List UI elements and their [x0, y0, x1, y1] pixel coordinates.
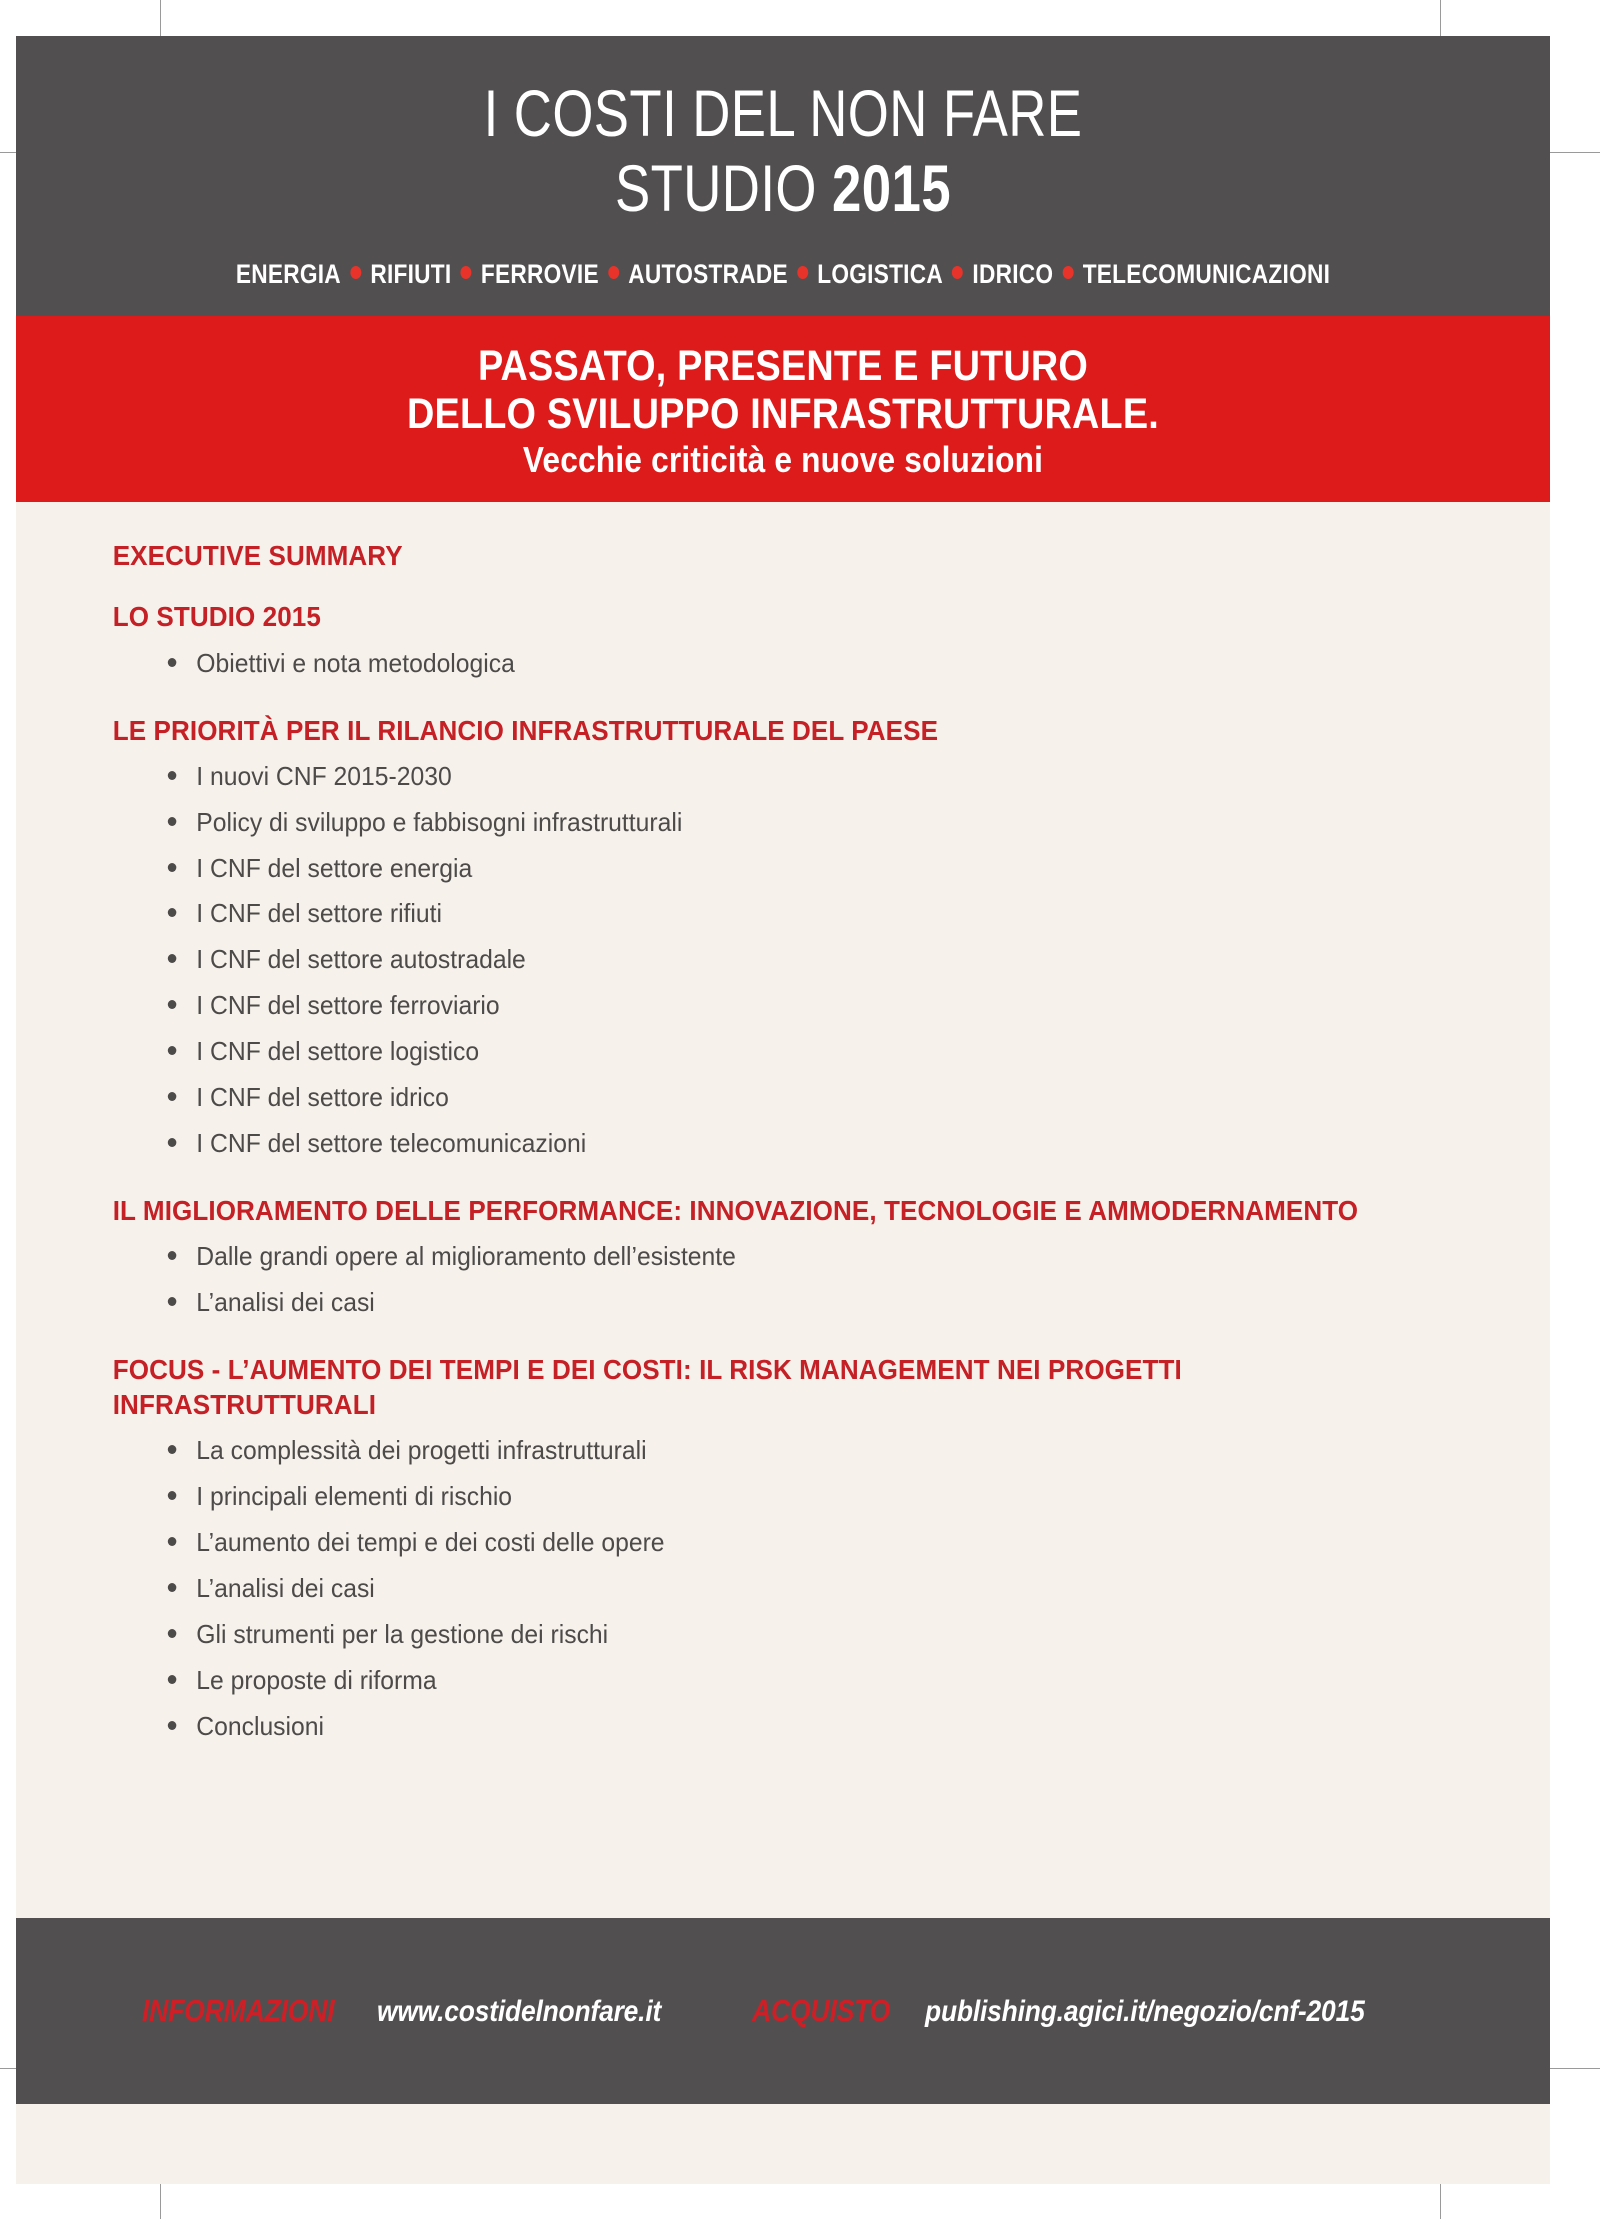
poster-footer	[16, 1918, 1550, 2104]
contents-section	[16, 538, 1550, 573]
list-item-label: I CNF del settore logistico	[196, 1036, 480, 1067]
bullet-icon	[168, 1491, 177, 1500]
sector-separator-dot-icon	[1063, 266, 1074, 279]
sector-separator-dot-icon	[952, 266, 963, 279]
bullet-icon	[168, 908, 177, 917]
list-item	[164, 1075, 1481, 1121]
sector-label: ENERGIA	[235, 258, 341, 289]
footer-buy-group[interactable]	[752, 1993, 1424, 2029]
list-item-label: I CNF del settore idrico	[196, 1081, 449, 1112]
sector-separator-dot-icon	[461, 266, 472, 279]
section-heading: LO STUDIO 2015	[112, 601, 321, 633]
list-item	[164, 1234, 1481, 1280]
sector-separator-dot-icon	[797, 266, 808, 279]
section-heading: IL MIGLIORAMENTO DELLE PERFORMANCE: INNOVAZIONE, TECNOLOGIE E AMMODERNAMENTO	[112, 1194, 1359, 1226]
bullet-icon	[168, 1675, 177, 1684]
footer-info-group[interactable]	[142, 1993, 701, 2029]
section-heading: FOCUS - L’AUMENTO DEI TEMPI E DEI COSTI: IL RISK MANAGEMENT NEI PROGETTI INFRASTRUTTURALI	[112, 1353, 1182, 1420]
list-item-label: I CNF del settore rifiuti	[196, 898, 443, 929]
bullet-icon	[168, 863, 177, 872]
contents-body	[16, 502, 1550, 1918]
poster-title-year: 2015	[831, 151, 951, 226]
bullet-icon	[168, 954, 177, 963]
sector-label: AUTOSTRADE	[628, 258, 788, 289]
footer-buy-url[interactable]: publishing.agici.it/negozio/cnf-2015	[924, 1995, 1365, 2029]
list-item-label: L’analisi dei casi	[196, 1286, 375, 1317]
list-item-label: I CNF del settore telecomunicazioni	[196, 1127, 587, 1158]
list-item	[164, 1566, 1481, 1612]
list-item	[164, 1121, 1481, 1167]
sections-container	[16, 538, 1550, 1749]
list-item	[164, 1428, 1481, 1474]
list-item-label: Dalle grandi opere al miglioramento dell’esistente	[196, 1240, 736, 1271]
bullet-icon	[168, 771, 177, 780]
bullet-icon	[168, 1092, 177, 1101]
banner-line-3: Vecchie criticità e nuove soluzioni	[522, 438, 1044, 480]
contents-section	[16, 1193, 1550, 1326]
poster-sheet	[16, 36, 1550, 2184]
bullet-icon	[168, 1537, 177, 1546]
sector-label: RIFIUTI	[370, 258, 452, 289]
list-item	[164, 641, 1481, 687]
sector-label: TELECOMUNICAZIONI	[1082, 258, 1331, 289]
list-item-label: La complessità dei progetti infrastrutturali	[196, 1435, 647, 1466]
bullet-icon	[168, 1000, 177, 1009]
list-item-label: I CNF del settore ferroviario	[196, 990, 500, 1021]
bullet-icon	[168, 1445, 177, 1454]
list-item-label: I nuovi CNF 2015-2030	[196, 760, 452, 791]
sector-label: LOGISTICA	[817, 258, 943, 289]
bullet-icon	[168, 1046, 177, 1055]
list-item-label: I CNF del settore autostradale	[196, 944, 526, 975]
poster-title-studio: STUDIO	[614, 151, 832, 226]
list-item	[164, 800, 1481, 846]
poster-header	[16, 36, 1550, 316]
list-item-label: I principali elementi di rischio	[196, 1481, 513, 1512]
list-item-label: I CNF del settore energia	[196, 852, 473, 883]
list-item-label: Le proposte di riforma	[196, 1664, 437, 1695]
bullet-icon	[168, 1251, 177, 1260]
list-item-label: Conclusioni	[196, 1710, 324, 1741]
list-item-label: Policy di sviluppo e fabbisogni infrastrutturali	[196, 806, 683, 837]
list-item	[164, 1658, 1481, 1704]
footer-buy-label: ACQUISTO	[752, 1993, 891, 2029]
list-item	[164, 754, 1481, 800]
list-item	[164, 1520, 1481, 1566]
list-item	[164, 846, 1481, 892]
list-item-label: Gli strumenti per la gestione dei rischi	[196, 1618, 609, 1649]
sector-label: FERROVIE	[480, 258, 599, 289]
poster-title-line-2	[169, 153, 1396, 224]
subtitle-banner	[16, 316, 1550, 503]
sector-list	[139, 259, 1428, 290]
contents-section	[16, 599, 1550, 686]
contents-section	[16, 1352, 1550, 1750]
list-item	[164, 1704, 1481, 1750]
poster-title-line-1: I COSTI DEL NON FARE	[483, 76, 1083, 150]
section-item-list	[16, 754, 1550, 1167]
section-heading: EXECUTIVE SUMMARY	[112, 540, 403, 572]
banner-line-2: DELLO SVILUPPO INFRASTRUTTURALE.	[407, 389, 1159, 438]
contents-section	[16, 713, 1550, 1167]
section-item-list	[16, 641, 1550, 687]
list-item	[164, 1474, 1481, 1520]
list-item	[164, 891, 1481, 937]
banner-line-1: PASSATO, PRESENTE E FUTURO	[477, 341, 1089, 390]
bullet-icon	[168, 817, 177, 826]
list-item	[164, 1029, 1481, 1075]
list-item	[164, 1280, 1481, 1326]
list-item	[164, 1612, 1481, 1658]
sector-separator-dot-icon	[350, 266, 361, 279]
sector-label: IDRICO	[972, 258, 1054, 289]
section-item-list	[16, 1234, 1550, 1326]
list-item-label: L’analisi dei casi	[196, 1572, 375, 1603]
footer-info-label: INFORMAZIONI	[141, 1993, 335, 2029]
bullet-icon	[168, 1138, 177, 1147]
bullet-icon	[168, 1629, 177, 1638]
bullet-icon	[168, 658, 177, 667]
bullet-icon	[168, 1721, 177, 1730]
list-item	[164, 983, 1481, 1029]
list-item	[164, 937, 1481, 983]
section-heading: LE PRIORITÀ PER IL RILANCIO INFRASTRUTTURALE DEL PAESE	[112, 714, 939, 746]
section-item-list	[16, 1428, 1550, 1749]
bullet-icon	[168, 1297, 177, 1306]
list-item-label: Obiettivi e nota metodologica	[196, 647, 515, 678]
sector-separator-dot-icon	[608, 266, 619, 279]
bullet-icon	[168, 1583, 177, 1592]
footer-info-url[interactable]: www.costidelnonfare.it	[377, 1995, 662, 2029]
list-item-label: L’aumento dei tempi e dei costi delle opere	[196, 1527, 665, 1557]
